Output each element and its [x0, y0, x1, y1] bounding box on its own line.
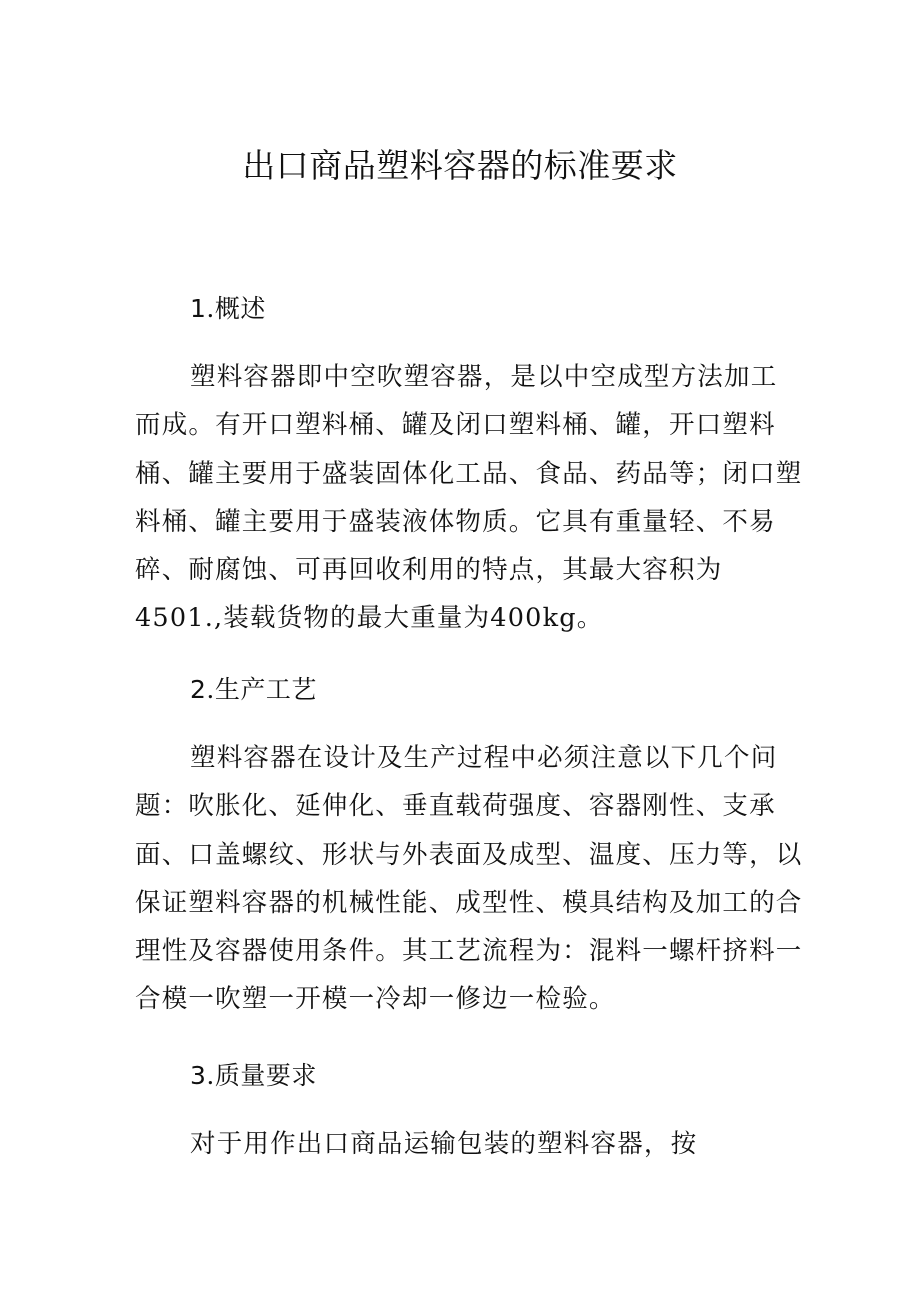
section-2-heading-text: .生产工艺	[206, 675, 317, 704]
paragraph-line: 碎、耐腐蚀、可再回收利用的特点，其最大容积为	[135, 555, 723, 586]
paragraph-line: 塑料容器在设计及生产过程中必须注意以下几个问	[190, 743, 778, 773]
section-3-heading-text: .质量要求	[206, 1061, 317, 1090]
paragraph-line: 塑料容器即中空吹塑容器，是以中空成型方法加工	[190, 362, 778, 392]
paragraph-line: 对于用作出口商品运输包装的塑料容器，按	[190, 1129, 698, 1159]
section-2-number: 2	[190, 675, 207, 704]
section-3-heading	[190, 1056, 317, 1092]
paragraph-line: 桶、罐主要用于盛装固体化工品、食品、药品等；闭口塑	[135, 458, 803, 489]
paragraph-line: 料桶、罐主要用于盛装液体物质。它具有重量轻、不易	[135, 506, 776, 537]
section-2-heading	[190, 670, 317, 706]
section-1-heading	[190, 289, 266, 325]
section-2-paragraph	[135, 734, 805, 1024]
section-1-heading-text: .概述	[206, 294, 266, 323]
paragraph-line: 4501.,装载货物的最大重量为400kg。	[135, 603, 604, 634]
document-title: 出口商品塑料容器的标准要求	[242, 146, 678, 185]
paragraph-line: 合模一吹塑一开模一冷却一修边一检验。	[135, 984, 616, 1015]
paragraph-line: 题：吹胀化、延伸化、垂直载荷强度、容器刚性、支承	[135, 791, 776, 822]
paragraph-line: 而成。有开口塑料桶、罐及闭口塑料桶、罐，开口塑料	[135, 410, 776, 441]
paragraph-line: 面、口盖螺纹、形状与外表面及成型、温度、压力等，以	[135, 839, 803, 870]
paragraph-line: 保证塑料容器的机械性能、成型性、模具结构及加工的合	[135, 887, 803, 918]
section-1-paragraph	[135, 353, 805, 643]
paragraph-line: 理性及容器使用条件。其工艺流程为：混料一螺杆挤料一	[135, 936, 803, 967]
section-3-number: 3	[190, 1061, 207, 1090]
section-1-number: 1	[190, 294, 207, 323]
section-3-paragraph	[135, 1120, 805, 1168]
